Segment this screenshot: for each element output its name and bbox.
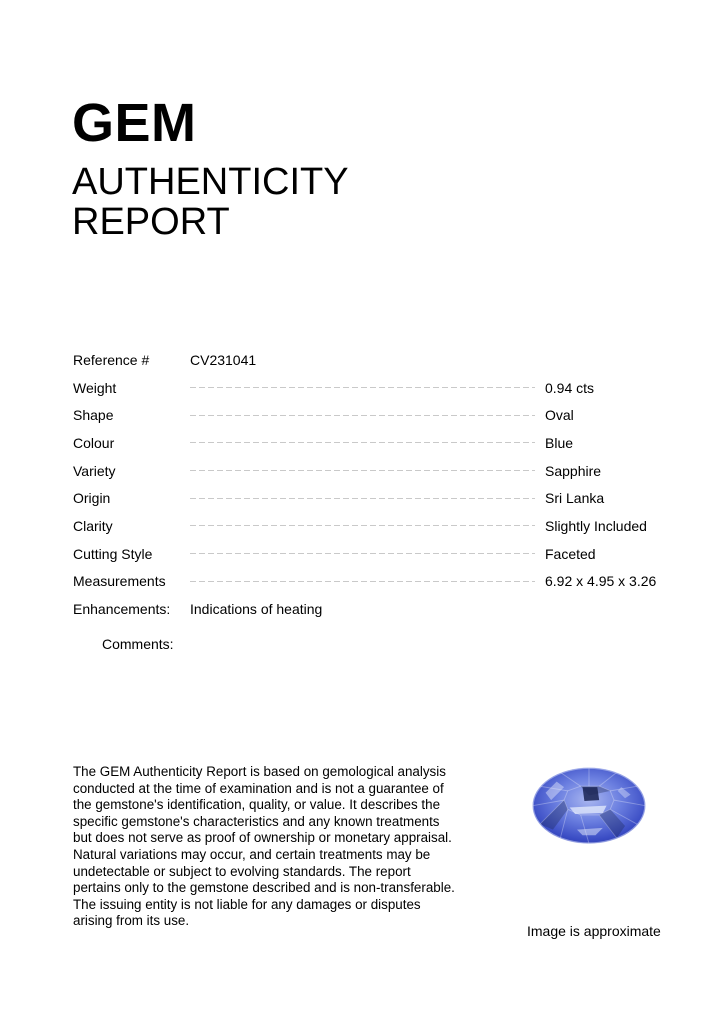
gem-image xyxy=(528,765,650,850)
gem-illustration xyxy=(528,765,650,850)
field-value: 6.92 x 4.95 x 3.26 xyxy=(545,573,657,590)
field-label: Measurements xyxy=(73,573,166,590)
row-comments xyxy=(73,630,650,658)
field-value: Oval xyxy=(545,407,574,424)
row-shape xyxy=(73,401,650,429)
gem-attributes-table xyxy=(73,346,657,658)
disclaimer-text: The GEM Authenticity Report is based on gemological analysis conducted at the time of examination and is not a guarantee of the gemstone's identification, quality, or value. It describes the specific gemstone's characteristics and any known treatments but does not serve as proof of ownership or monetary appraisal. Natural variations may occur, and certain treatments may be undetectable or subject to evolving standards. The report pertains only to the gemstone described and is non-transferable. The issuing entity is not liable for any damages or disputes arising from its use. xyxy=(73,764,455,929)
report-subtitle xyxy=(72,162,349,242)
report-header xyxy=(72,93,349,243)
dotted-leader-line xyxy=(190,498,535,499)
row-colour xyxy=(73,429,650,457)
dotted-leader-line xyxy=(190,387,535,388)
row-origin xyxy=(73,484,650,512)
row-clarity xyxy=(73,512,650,540)
field-label: Comments: xyxy=(102,635,174,652)
field-value: Indications of heating xyxy=(190,601,323,618)
dotted-leader-line xyxy=(190,581,535,582)
field-label: Variety xyxy=(73,462,116,479)
dotted-leader-line xyxy=(190,442,535,443)
field-value: Faceted xyxy=(545,545,596,562)
image-caption: Image is approximate xyxy=(527,923,661,939)
dotted-leader-line xyxy=(190,525,535,526)
dotted-leader-line xyxy=(190,415,535,416)
report-subtitle-line2: REPORT xyxy=(72,201,230,243)
field-value: CV231041 xyxy=(190,351,257,368)
field-value: Blue xyxy=(545,434,574,451)
row-cutting-style xyxy=(73,540,650,568)
dotted-leader-line xyxy=(190,470,535,471)
field-label: Reference # xyxy=(73,351,150,368)
field-value: 0.94 cts xyxy=(545,379,595,396)
field-label: Colour xyxy=(73,434,115,451)
row-enhancements xyxy=(73,595,650,623)
row-measurements xyxy=(73,568,657,596)
field-label: Clarity xyxy=(73,517,113,534)
field-value: Sapphire xyxy=(545,462,602,479)
field-label: Weight xyxy=(73,379,117,396)
dotted-leader-line xyxy=(190,553,535,554)
field-label: Origin xyxy=(73,490,111,507)
field-label: Shape xyxy=(73,407,114,424)
field-label: Cutting Style xyxy=(73,545,153,562)
field-value: Slightly Included xyxy=(545,517,647,534)
row-variety xyxy=(73,457,650,485)
report-subtitle-line1: AUTHENTICITY xyxy=(72,161,349,203)
row-reference-number xyxy=(73,346,650,374)
field-value: Sri Lanka xyxy=(545,490,605,507)
field-label: Enhancements: xyxy=(73,601,171,618)
brand-title: GEM xyxy=(72,93,197,153)
row-weight xyxy=(73,374,650,402)
